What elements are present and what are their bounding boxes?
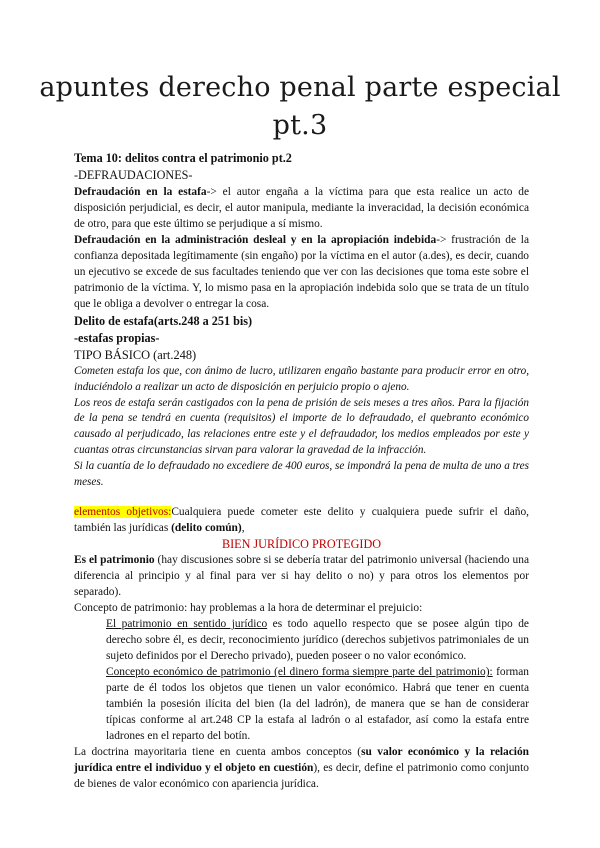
bien-juridico-heading: BIEN JURÍDICO PROTEGIDO	[221, 537, 382, 552]
concepto-intro: Concepto de patrimonio: hay problemas a la hora de determinar el prejuicio:	[74, 602, 423, 615]
concepto-economico-paragraph	[74, 664, 529, 744]
defraudacion-estafa-text: -> el autor engaña a la víctima para que esta realice un acto de disposición perjudicial, es decir, el autor manipula, mediante la inveracidad, la decisión económica de otro, para que este último se perjudique a sí mismo.	[74, 186, 530, 230]
patrimonio-text: (hay discusiones sobre si se debería tratar del patrimonio universal (haciendo una diferencia al principio y al final para ver si hay delito o no) y para otros los elementos por separado).	[74, 554, 529, 599]
doctrina-text1: La doctrina mayoritaria tiene en cuenta ambos conceptos (	[74, 746, 362, 759]
concepto-juridico-text: es todo aquello respecto que se posee algún tipo de derecho sobre él, es decir, reconocimiento jurídico (derechos subjetivos patrimoniales de un sujeto definidos por el Derecho privado), pueden poseer o no valor económico.	[106, 618, 529, 663]
spacer	[74, 490, 529, 504]
delito-estafa-heading: Delito de estafa(arts.248 a 251 bis)	[74, 314, 253, 328]
elementos-text: Cualquiera puede cometer este delito y cualquiera puede sufrir el daño, también las jurídicas	[74, 506, 529, 535]
defraudacion-administracion-term: Defraudación en la administración desleal y en la apropiación indebida	[74, 234, 437, 246]
concepto-juridico-paragraph	[74, 616, 529, 664]
elementos-tail-punct: ,	[241, 522, 245, 535]
elementos-label: elementos objetivos:	[74, 506, 172, 519]
elementos-bold-tail: (delito común)	[171, 522, 242, 535]
defraudacion-estafa-term: Defraudación en la estafa	[74, 186, 207, 198]
defraudaciones-heading: -DEFRAUDACIONES-	[74, 168, 193, 182]
italic-paragraph-1: Cometen estafa los que, con ánimo de lucro, utilizaren engaño bastante para producir error en otro, induciéndolo a realizar un acto de disposición en perjuicio propio o ajeno.	[74, 365, 529, 393]
tipo-basico-heading: TIPO BÁSICO (art.248)	[74, 348, 197, 362]
elementos-paragraph	[74, 504, 529, 536]
document-body	[74, 150, 529, 792]
doctrina-bold: su valor económico y la relación jurídica entre el individuo y el objeto en cuestión	[74, 746, 529, 775]
doctrina-text2: ), es decir, define el patrimonio como conjunto de bienes de valor económico con apariencia jurídica.	[74, 762, 529, 791]
defraudacion-estafa-paragraph	[74, 184, 529, 232]
italic-paragraph-3: Si la cuantía de lo defraudado no excediere de 400 euros, se impondrá la pena de multa de uno a tres meses.	[74, 459, 529, 488]
estafas-propias-heading: -estafas propias-	[74, 331, 160, 345]
concepto-juridico-underlined: El patrimonio en sentido jurídico	[106, 618, 268, 631]
patrimonio-lead: Es el patrimonio	[74, 554, 155, 567]
document-title-line2: pt.3	[272, 110, 328, 141]
patrimonio-paragraph	[74, 552, 529, 600]
tema-heading: Tema 10: delitos contra el patrimonio pt.2	[74, 151, 292, 165]
defraudacion-administracion-text: -> frustración de la confianza depositada legítimamente (sin engaño) por la víctima en el autor (a.des), es decir, cuando un ejecutivo se excede de sus facultades teniendo que ver con las decisiones que toma este sobre el patrimonio de la víctima. Y, lo mismo pasa en la apropiación indebida solo que se trata de un título que le obliga a devolver o entregar la cosa.	[74, 234, 529, 310]
concepto-economico-text: forman parte de él todos los objetos que tienen un valor económico. Habrá que tener en cuenta también la posesión ilícita del bien (la del ladrón), de manera que se han de considerar típicas conforme al art.248 CP la estafa al ladrón o al estafador, así como la estafa entre ladrones en el reparto del botín.	[106, 666, 529, 743]
concepto-economico-underlined: Concepto económico de patrimonio (el dinero forma siempre parte del patrimonio):	[106, 666, 493, 679]
document-title-line1: apuntes derecho penal parte especial	[39, 72, 561, 103]
defraudacion-administracion-paragraph	[74, 232, 529, 312]
doctrina-paragraph	[74, 744, 529, 792]
italic-paragraph-2: Los reos de estafa serán castigados con la pena de prisión de seis meses a tres años. Para la fijación de la pena se tendrá en cuenta (requisitos) el importe de lo defraudado, el quebranto económico causado al perjudicado, las relaciones entre este y el defraudador, los medios empleados por este y cuantas otras circunstancias sirvan para valorar la gravedad de la infracción.	[74, 396, 529, 456]
